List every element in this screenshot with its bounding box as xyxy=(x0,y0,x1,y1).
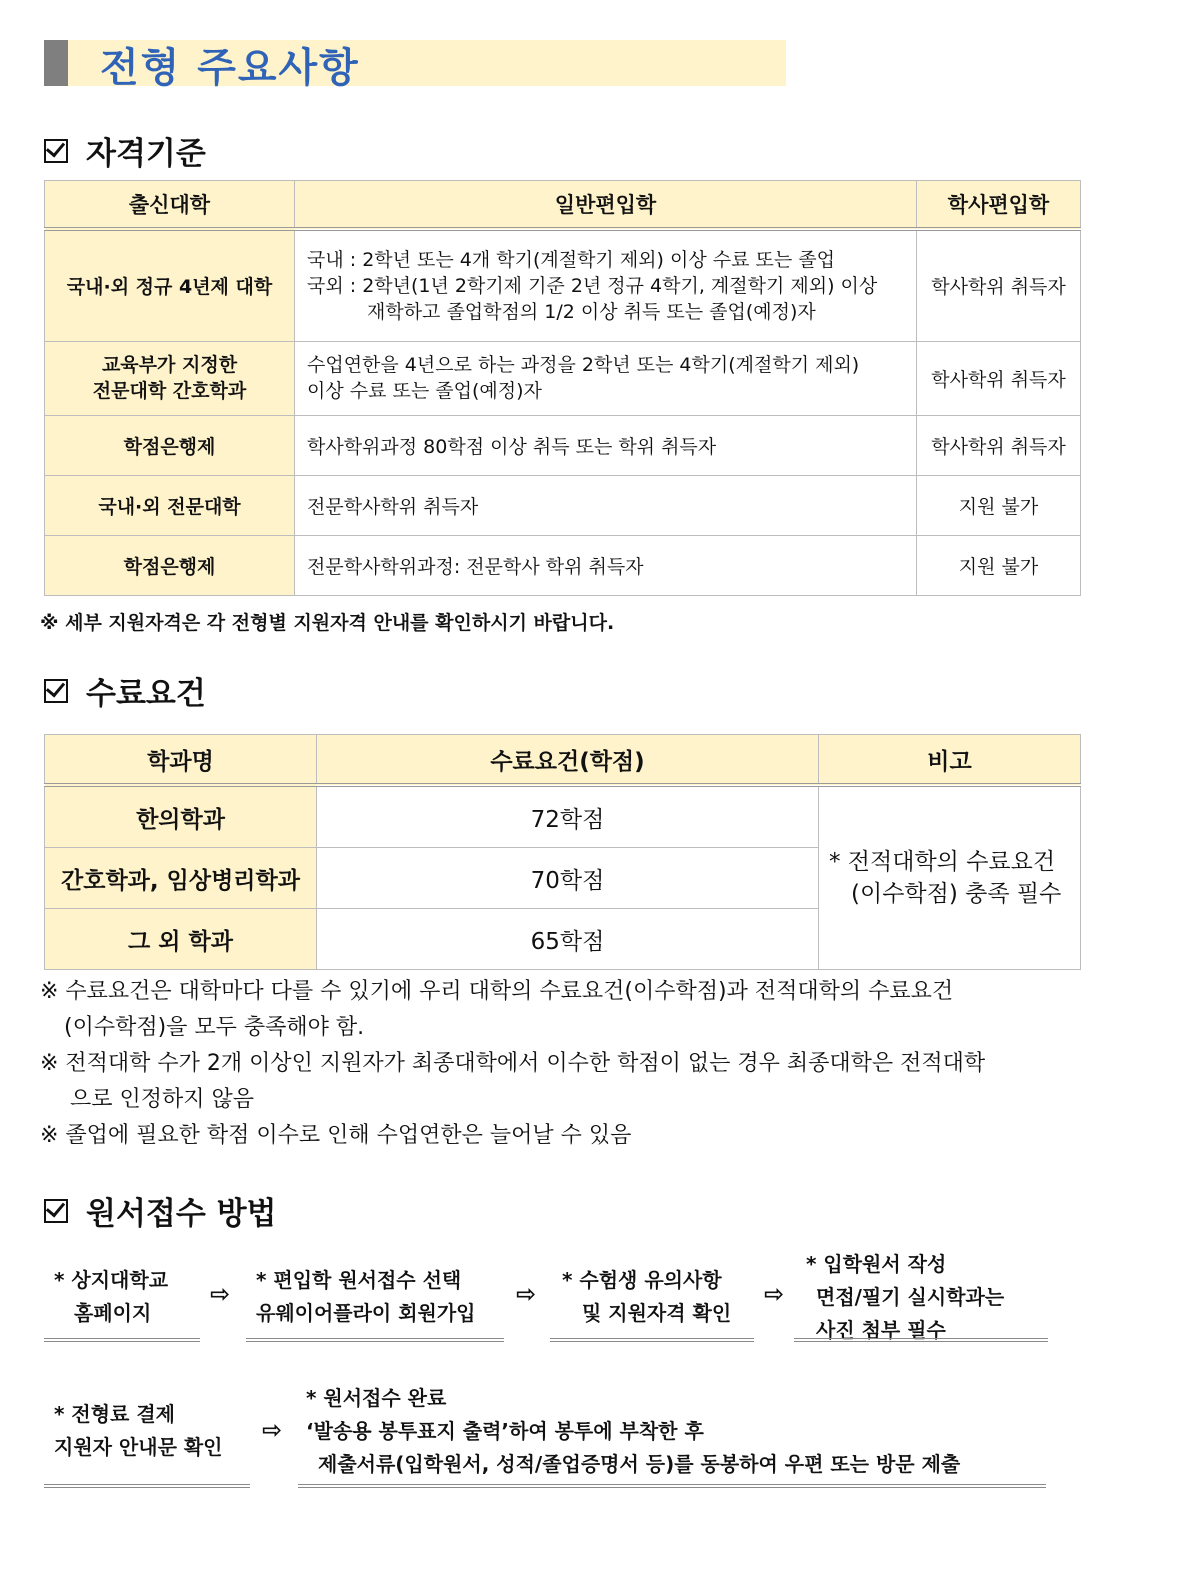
table-header: 학과명 xyxy=(45,735,317,786)
bachelor-cell: 지원 불가 xyxy=(917,475,1081,535)
page-title: 전형 주요사항 xyxy=(100,45,360,91)
completion-notes xyxy=(40,974,985,1154)
bachelor-cell: 지원 불가 xyxy=(917,535,1081,595)
step-underline xyxy=(44,1484,250,1488)
general-cell: 수업연한을 4년으로 하는 과정을 2학년 또는 4학기(계절학기 제외) 이상 수료 또는 졸업(예정)자 xyxy=(295,341,917,415)
bachelor-cell: 학사학위 취득자 xyxy=(917,415,1081,475)
step-underline xyxy=(246,1338,504,1342)
flow-step-write-form: * 입학원서 작성 면접/필기 실시학과는 사진 첨부 필수 xyxy=(806,1252,1005,1342)
checkbox-icon xyxy=(44,1199,68,1223)
table-header: 비고 xyxy=(819,735,1081,786)
note-line: ※ 수료요건은 대학마다 다를 수 있기에 우리 대학의 수료요건(이수학점)과 전적대학의 수료요건 xyxy=(40,979,954,1004)
table-header: 출신대학 xyxy=(45,181,295,230)
remark-cell: * 전적대학의 수료요건 (이수학점) 충족 필수 xyxy=(819,785,1081,970)
school-cell: 교육부가 지정한 전문대학 간호학과 xyxy=(45,341,295,415)
general-cell: 전문학사학위 취득자 xyxy=(295,475,917,535)
dept-cell: 간호학과, 임상병리학과 xyxy=(45,848,317,909)
table-row xyxy=(45,535,1081,595)
credits-cell: 70학점 xyxy=(317,848,819,909)
school-cell: 학점은행제 xyxy=(45,415,295,475)
table-row xyxy=(45,341,1081,415)
flow-step-select-apply: * 편입학 원서접수 선택 유웨이어플라이 회원가입 xyxy=(256,1268,476,1325)
bachelor-cell: 학사학위 취득자 xyxy=(917,229,1081,341)
section-title: 수료요건 xyxy=(86,676,206,712)
section-heading-application xyxy=(44,1188,276,1233)
general-cell: 전문학사학위과정: 전문학사 학위 취득자 xyxy=(295,535,917,595)
qualification-table xyxy=(44,180,1081,596)
arrow-right-icon: ⇨ xyxy=(210,1280,231,1308)
flow-step-payment: * 전형료 결제 지원자 안내문 확인 xyxy=(54,1402,223,1459)
table-row xyxy=(45,415,1081,475)
school-cell: 국내·외 정규 4년제 대학 xyxy=(45,229,295,341)
general-cell: 국내 : 2학년 또는 4개 학기(계절학기 제외) 이상 수료 또는 졸업 국외 : 2학년(1년 2학기제 기준 2년 정규 4학기, 계절학기 제외) 이상 재학하고 졸업학점의 1/2 이상 취득 또는 졸업(예정)자 xyxy=(295,229,917,341)
arrow-right-icon: ⇨ xyxy=(516,1280,537,1308)
table-header: 일반편입학 xyxy=(295,181,917,230)
dept-cell: 그 외 학과 xyxy=(45,909,317,970)
step-underline xyxy=(550,1338,754,1342)
qualification-note: ※ 세부 지원자격은 각 전형별 지원자격 안내를 확인하시기 바랍니다. xyxy=(40,612,615,634)
step-underline xyxy=(298,1484,1046,1488)
table-row xyxy=(45,475,1081,535)
school-cell: 국내·외 전문대학 xyxy=(45,475,295,535)
table-header: 수료요건(학점) xyxy=(317,735,819,786)
arrow-right-icon: ⇨ xyxy=(764,1280,785,1308)
dept-cell: 한의학과 xyxy=(45,785,317,848)
note-line: 으로 인정하지 않음 xyxy=(70,1087,255,1112)
note-line: ※ 전적대학 수가 2개 이상인 지원자가 최종대학에서 이수한 학점이 없는 경우 최종대학은 전적대학 xyxy=(40,1051,986,1076)
completion-table xyxy=(44,734,1081,970)
title-bar-accent xyxy=(44,40,68,86)
flow-step-homepage: * 상지대학교 홈페이지 xyxy=(54,1268,169,1325)
bachelor-cell: 학사학위 취득자 xyxy=(917,341,1081,415)
section-title: 원서접수 방법 xyxy=(86,1196,277,1232)
note-line: (이수학점)을 모두 충족해야 함. xyxy=(64,1015,365,1040)
section-title: 자격기준 xyxy=(86,136,206,172)
checkbox-icon xyxy=(44,139,68,163)
school-cell: 학점은행제 xyxy=(45,535,295,595)
arrow-right-icon: ⇨ xyxy=(262,1416,283,1444)
section-heading-completion xyxy=(44,668,206,713)
table-row xyxy=(45,785,1081,848)
step-underline xyxy=(794,1338,1048,1342)
table-row xyxy=(45,229,1081,341)
checkbox-icon xyxy=(44,679,68,703)
section-heading-qualification xyxy=(44,128,206,173)
general-cell: 학사학위과정 80학점 이상 취득 또는 학위 취득자 xyxy=(295,415,917,475)
credits-cell: 72학점 xyxy=(317,785,819,848)
credits-cell: 65학점 xyxy=(317,909,819,970)
step-underline xyxy=(44,1338,200,1342)
flow-step-complete: * 원서접수 완료 ‘발송용 봉투표지 출력’하여 봉투에 부착한 후 제출서류(입학원서, 성적/졸업증명서 등)를 동봉하여 우편 또는 방문 제출 xyxy=(306,1386,961,1476)
flow-step-check-notice: * 수험생 유의사항 및 지원자격 확인 xyxy=(562,1268,732,1325)
table-header: 학사편입학 xyxy=(917,181,1081,230)
note-line: ※ 졸업에 필요한 학점 이수로 인해 수업연한은 늘어날 수 있음 xyxy=(40,1123,632,1148)
